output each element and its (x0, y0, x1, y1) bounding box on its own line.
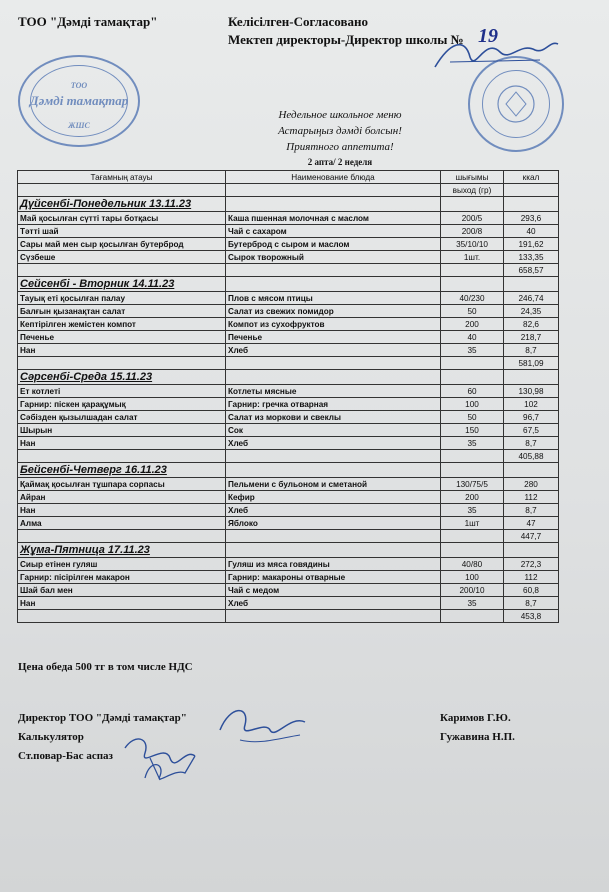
day-title: Сәрсенбі-Среда 15.11.23 (18, 370, 226, 385)
dish-name-ru: Яблоко (226, 517, 441, 530)
dish-name-ru: Сырок творожный (226, 251, 441, 264)
menu-wish-kz: Астарыңыз дәмді болсын! (278, 125, 402, 137)
col-header-yield-kz: шығымы (441, 171, 504, 184)
dish-name-kz: Қаймақ қосылған тұшпара сорпасы (18, 478, 226, 491)
dish-name-kz: Май қосылған сүтті тары ботқасы (18, 212, 226, 225)
dish-kcal: 8,7 (504, 437, 559, 450)
dish-name-ru: Хлеб (226, 597, 441, 610)
calculator-title: Калькулятор (18, 731, 84, 743)
dish-yield: 150 (441, 424, 504, 437)
col-header-kcal: ккал (504, 171, 559, 184)
dish-name-kz: Шырын (18, 424, 226, 437)
dish-name-kz: Гарнир: піскен қарақұмық (18, 398, 226, 411)
dish-kcal: 130,98 (504, 385, 559, 398)
dish-yield: 130/75/5 (441, 478, 504, 491)
dish-kcal: 191,62 (504, 238, 559, 251)
total-row (18, 264, 559, 277)
dish-yield: 35 (441, 597, 504, 610)
total-row (18, 530, 559, 543)
dish-name-kz: Сиыр етінен гуляш (18, 558, 226, 571)
table-row (18, 212, 559, 225)
dish-yield: 1шт (441, 517, 504, 530)
dish-name-kz: Кептірілген жемістен компот (18, 318, 226, 331)
table-row (18, 251, 559, 264)
dish-name-ru: Хлеб (226, 344, 441, 357)
dish-yield: 200/8 (441, 225, 504, 238)
dish-yield: 1шт. (441, 251, 504, 264)
school-number-handwritten: 19 (478, 25, 498, 47)
dish-yield: 35 (441, 504, 504, 517)
menu-title: Недельное школьное меню (278, 109, 402, 121)
table-row (18, 584, 559, 597)
dish-kcal: 67,5 (504, 424, 559, 437)
dish-name-kz: Тауық еті қосылған палау (18, 292, 226, 305)
total-row (18, 610, 559, 623)
menu-wish-ru: Приятного аппетита! (286, 141, 394, 153)
dish-name-kz: Балғын қызанақтан салат (18, 305, 226, 318)
week-label: 2 апта/ 2 неделя (307, 157, 373, 167)
dish-name-ru: Плов с мясом птицы (226, 292, 441, 305)
day-title: Бейсенбі-Четверг 16.11.23 (18, 463, 226, 478)
table-row (18, 318, 559, 331)
dish-name-kz: Нан (18, 344, 226, 357)
dish-yield: 40 (441, 331, 504, 344)
day-title: Сейсенбі - Вторник 14.11.23 (18, 277, 226, 292)
dish-kcal: 8,7 (504, 344, 559, 357)
dish-kcal: 218,7 (504, 331, 559, 344)
day-total-kcal: 447,7 (504, 530, 559, 543)
table-row (18, 424, 559, 437)
dish-kcal: 8,7 (504, 504, 559, 517)
total-row (18, 357, 559, 370)
dish-yield: 35 (441, 344, 504, 357)
dish-yield: 60 (441, 385, 504, 398)
dish-name-kz: Айран (18, 491, 226, 504)
cook-signature (140, 748, 200, 788)
dish-name-kz: Печенье (18, 331, 226, 344)
dish-name-kz: Алма (18, 517, 226, 530)
company-stamp: ТОО Дәмді тамақтар ЖШС (18, 55, 140, 147)
dish-name-ru: Печенье (226, 331, 441, 344)
dish-kcal: 272,3 (504, 558, 559, 571)
dish-name-ru: Салат из моркови и свеклы (226, 411, 441, 424)
dish-kcal: 280 (504, 478, 559, 491)
day-total-kcal: 581,09 (504, 357, 559, 370)
table-row (18, 292, 559, 305)
dish-kcal: 102 (504, 398, 559, 411)
table-row (18, 331, 559, 344)
dish-yield: 100 (441, 398, 504, 411)
dish-yield: 35/10/10 (441, 238, 504, 251)
table-row (18, 437, 559, 450)
day-title: Жұма-Пятница 17.11.23 (18, 543, 226, 558)
cook-title: Ст.повар-Бас аспаз (18, 750, 113, 762)
dish-name-ru: Салат из свежих помидор (226, 305, 441, 318)
day-header-row (18, 277, 559, 292)
table-row (18, 344, 559, 357)
dish-name-ru: Чай с сахаром (226, 225, 441, 238)
dish-name-ru: Каша пшенная молочная с маслом (226, 212, 441, 225)
dish-yield: 100 (441, 571, 504, 584)
dish-name-kz: Сәбізден қызылшадан салат (18, 411, 226, 424)
dish-name-ru: Пельмени с бульоном и сметаной (226, 478, 441, 491)
dish-kcal: 246,74 (504, 292, 559, 305)
table-row (18, 411, 559, 424)
dish-name-ru: Сок (226, 424, 441, 437)
dish-name-kz: Нан (18, 437, 226, 450)
table-row (18, 491, 559, 504)
table-row (18, 225, 559, 238)
dish-kcal: 112 (504, 571, 559, 584)
dish-yield: 40/230 (441, 292, 504, 305)
day-total-kcal: 405,88 (504, 450, 559, 463)
dish-name-kz: Шай бал мен (18, 584, 226, 597)
total-row (18, 450, 559, 463)
table-row (18, 385, 559, 398)
table-row (18, 558, 559, 571)
director-school-label: Мектеп директоры-Директор школы № (228, 32, 464, 47)
dish-yield: 50 (441, 411, 504, 424)
director-title: Директор ТОО "Дәмді тамақтар" (18, 712, 187, 724)
dish-kcal: 293,6 (504, 212, 559, 225)
dish-name-ru: Бутерброд с сыром и маслом (226, 238, 441, 251)
dish-kcal: 40 (504, 225, 559, 238)
dish-name-kz: Ет котлеті (18, 385, 226, 398)
day-header-row (18, 197, 559, 212)
col-header-yield-ru: выход (гр) (441, 184, 504, 197)
table-row (18, 504, 559, 517)
dish-name-kz: Сүзбеше (18, 251, 226, 264)
dish-name-ru: Хлеб (226, 504, 441, 517)
dish-yield: 200 (441, 318, 504, 331)
day-header-row (18, 543, 559, 558)
dish-name-kz: Сары май мен сыр қосылған бутерброд (18, 238, 226, 251)
price-note: Цена обеда 500 тг в том числе НДС (18, 661, 193, 673)
approved-label: Келісілген-Согласовано (228, 14, 368, 29)
table-row (18, 517, 559, 530)
dish-name-kz: Нан (18, 597, 226, 610)
dish-kcal: 82,6 (504, 318, 559, 331)
calculator-name: Гужавина Н.П. (440, 731, 515, 743)
dish-kcal: 60,8 (504, 584, 559, 597)
dish-yield: 200 (441, 491, 504, 504)
dish-yield: 200/5 (441, 212, 504, 225)
dish-name-ru: Гарнир: гречка отварная (226, 398, 441, 411)
day-total-kcal: 658,57 (504, 264, 559, 277)
dish-kcal: 24,35 (504, 305, 559, 318)
dish-yield: 35 (441, 437, 504, 450)
dish-name-ru: Компот из сухофруктов (226, 318, 441, 331)
dish-kcal: 47 (504, 517, 559, 530)
dish-name-ru: Хлеб (226, 437, 441, 450)
dish-name-kz: Нан (18, 504, 226, 517)
company-name: ТОО "Дәмді тамақтар" (18, 14, 158, 29)
director-signature (430, 32, 560, 77)
dish-name-kz: Тәтті шай (18, 225, 226, 238)
col-header-ru: Наименование блюда (226, 171, 441, 184)
dish-name-ru: Чай с медом (226, 584, 441, 597)
table-row (18, 238, 559, 251)
dish-yield: 200/10 (441, 584, 504, 597)
dish-name-ru: Гуляш из мяса говядины (226, 558, 441, 571)
dish-yield: 40/80 (441, 558, 504, 571)
day-title: Дүйсенбі-Понедельник 13.11.23 (18, 197, 226, 212)
dish-kcal: 112 (504, 491, 559, 504)
dish-name-ru: Гарнир: макароны отварные (226, 571, 441, 584)
dish-kcal: 133,35 (504, 251, 559, 264)
table-row (18, 571, 559, 584)
col-header-kz: Тағамның атауы (18, 171, 226, 184)
dish-kcal: 96,7 (504, 411, 559, 424)
menu-table (17, 170, 559, 623)
table-row (18, 478, 559, 491)
dish-name-kz: Гарнир: пісірілген макарон (18, 571, 226, 584)
day-total-kcal: 453,8 (504, 610, 559, 623)
table-row (18, 597, 559, 610)
dish-yield: 50 (441, 305, 504, 318)
table-row (18, 305, 559, 318)
dish-name-ru: Кефир (226, 491, 441, 504)
day-header-row (18, 463, 559, 478)
day-header-row (18, 370, 559, 385)
director-name: Каримов Г.Ю. (440, 712, 511, 724)
table-row (18, 398, 559, 411)
director-footer-signature (210, 700, 310, 750)
dish-kcal: 8,7 (504, 597, 559, 610)
dish-name-ru: Котлеты мясные (226, 385, 441, 398)
